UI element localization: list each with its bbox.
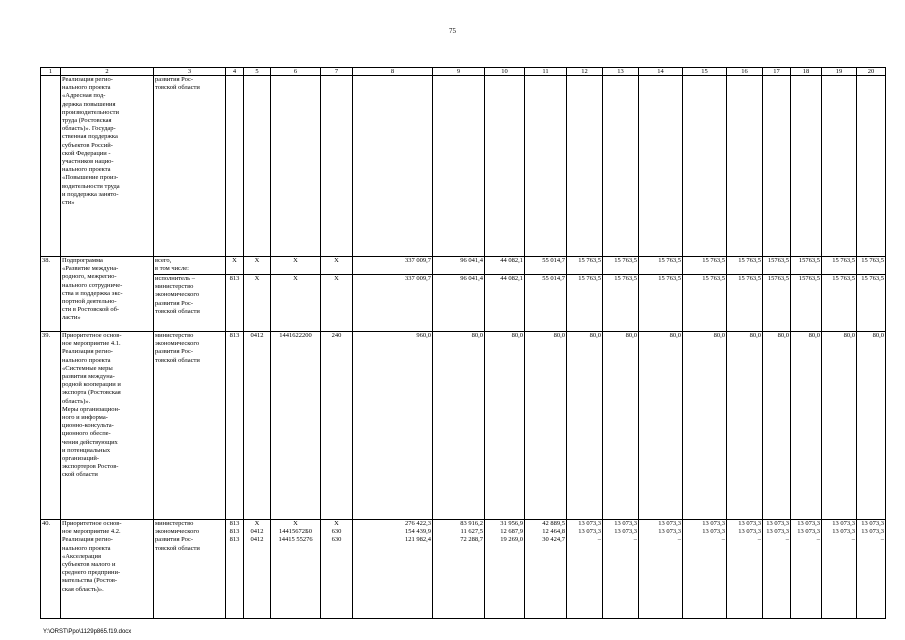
header-row (41, 68, 886, 76)
column-header: 4 (226, 68, 244, 76)
value-line: 12 687,9 (500, 528, 523, 536)
value-cell: 96 041,4 (433, 257, 485, 275)
value-cell: X (271, 275, 321, 332)
executor-cell: всего, в том числе: (154, 257, 226, 275)
column-header: 20 (857, 68, 886, 76)
row-number-cell (41, 76, 61, 257)
value-cell: 15 763,5 (727, 275, 763, 332)
value-cell (791, 520, 822, 619)
event-name-cell: Приоритетное основ- ное мероприятие 4.2. Реализация регио- нального проекта «Акселерация субъектов малого и среднего предприни- мательства (Ростов- ская область)». (61, 520, 154, 619)
value-cell: 15 763,5 (857, 257, 886, 275)
value-line: 13 073,3 (578, 520, 601, 527)
row-number-cell: 40. (41, 520, 61, 619)
value-cell: 15763,5 (791, 257, 822, 275)
event-name-cell: Подпрограмма «Развитие междуна- родного, межрегио- нального сотрудниче- ства и поддержка экс- портной деятельно- сти в Ростовской об- ласти» (61, 257, 154, 332)
row-number-cell: 38. (41, 257, 61, 332)
value-line: 13 073,3 (766, 520, 789, 527)
value-line: – (816, 536, 820, 544)
value-cell (727, 520, 763, 619)
value-cell: 80,0 (567, 332, 603, 520)
value-cell: 337 009,7 (353, 275, 433, 332)
value-cell (244, 520, 271, 619)
column-header: 7 (321, 68, 353, 76)
table-row (41, 257, 886, 275)
value-cell: 15763,5 (763, 257, 791, 275)
value-line: 13 073,3 (658, 528, 681, 536)
value-line: – (633, 536, 637, 544)
value-line: – (597, 536, 601, 544)
value-cell (567, 520, 603, 619)
column-header: 15 (683, 68, 727, 76)
value-cell: 337 009,7 (353, 257, 433, 275)
executor-cell: министерство экономического развития Рос- товской области (154, 520, 226, 619)
value-cell: 15 763,5 (603, 257, 639, 275)
value-cell (485, 520, 525, 619)
column-header: 14 (639, 68, 683, 76)
value-cell: 80,0 (433, 332, 485, 520)
value-cell (433, 520, 485, 619)
value-cell (603, 520, 639, 619)
column-header: 16 (727, 68, 763, 76)
value-cell: 80,0 (603, 332, 639, 520)
value-cell: 15763,5 (763, 275, 791, 332)
value-line: 14415 55276 (278, 536, 313, 544)
column-header: 6 (271, 68, 321, 76)
value-line: 13 073,3 (614, 520, 637, 527)
value-cell: 15 763,5 (639, 275, 683, 332)
value-cell: 80,0 (857, 332, 886, 520)
value-cell: 80,0 (822, 332, 857, 520)
value-cell (525, 520, 567, 619)
executor-cell: министерство экономического развития Рос- товской области (154, 332, 226, 520)
column-header: 2 (61, 68, 154, 76)
row-number-cell: 39. (41, 332, 61, 520)
column-header: 8 (353, 68, 433, 76)
value-line: 11 627,5 (460, 528, 483, 536)
column-header: 17 (763, 68, 791, 76)
value-line: 13 073,3 (861, 520, 884, 527)
value-line: 13 073,3 (578, 528, 601, 536)
table-row (41, 332, 886, 520)
value-line: 630 (331, 536, 342, 544)
value-line: 19 269,0 (500, 536, 523, 544)
value-line: X (254, 520, 260, 527)
value-line: – (677, 536, 681, 544)
value-cell: 80,0 (683, 332, 727, 520)
value-cell: 0412 (244, 332, 271, 520)
value-cell: 15763,5 (791, 275, 822, 332)
value-cell (353, 520, 433, 619)
column-header: 12 (567, 68, 603, 76)
value-line: 13 073,3 (738, 520, 761, 527)
value-cell: X (271, 257, 321, 275)
value-cell: 96 041,4 (433, 275, 485, 332)
value-line: 12 464,8 (542, 528, 565, 536)
value-cell: X (321, 275, 353, 332)
value-cell: 15 763,5 (639, 257, 683, 275)
value-cell: 15 763,5 (857, 275, 886, 332)
column-header: 13 (603, 68, 639, 76)
value-cell: 80,0 (485, 332, 525, 520)
value-cell: X (226, 257, 244, 275)
value-line: 813 (229, 520, 240, 527)
value-cell (683, 520, 727, 619)
value-cell: X (244, 257, 271, 275)
value-cell: 240 (321, 332, 353, 520)
value-line: 813 (229, 536, 240, 544)
value-cell (639, 520, 683, 619)
footer-file-path: Y:\ORST\Ppo\1129p865.f19.docx (43, 629, 132, 635)
value-cell: 15 763,5 (822, 257, 857, 275)
value-cell (271, 520, 321, 619)
value-line: – (721, 536, 725, 544)
value-line: 13 073,3 (861, 528, 884, 536)
value-line: X (334, 520, 339, 527)
value-line: 630 (331, 528, 342, 536)
value-cell: 960,0 (353, 332, 433, 520)
value-line: 121 982,4 (405, 536, 431, 544)
executor-cell: исполнитель – министерство экономического развития Рос- товской области (154, 275, 226, 332)
table-row (41, 520, 886, 619)
value-line: – (785, 536, 789, 544)
value-line: 83 916,2 (460, 520, 483, 527)
value-cell (857, 520, 886, 619)
value-cell (321, 520, 353, 619)
column-header: 18 (791, 68, 822, 76)
value-line: 13 073,3 (832, 520, 855, 527)
value-line: 13 073,3 (797, 520, 820, 527)
value-cell: 813 (226, 332, 244, 520)
value-line: 72 288,7 (460, 536, 483, 544)
value-cell: 15 763,5 (683, 275, 727, 332)
executor-cell: развития Рос- товской области (154, 76, 226, 257)
column-header: 5 (244, 68, 271, 76)
value-line: 813 (229, 528, 240, 536)
value-line: X (293, 520, 298, 527)
value-line: 14415672Б0 (279, 528, 312, 536)
value-cell: 15 763,5 (683, 257, 727, 275)
column-header: 9 (433, 68, 485, 76)
value-cell (822, 520, 857, 619)
value-cell: X (244, 275, 271, 332)
value-cell: 813 (226, 275, 244, 332)
table-row (41, 76, 886, 257)
value-line: 13 073,3 (702, 528, 725, 536)
column-header: 19 (822, 68, 857, 76)
event-name-cell: Приоритетное основ- ное мероприятие 4.1. Реализация регио- нального проекта «Системные меры развития междуна- родной кооперации и экспорта (Ростовская область)». Меры организацион- ного и информа- ционно-консульта- ционного обеспе- чения действующих и потенциальных организаций- экспортеров Ростов- ской области (61, 332, 154, 520)
value-cell: 80,0 (639, 332, 683, 520)
budget-table (40, 67, 886, 619)
value-line: – (757, 536, 761, 544)
page-number: 75 (449, 27, 456, 35)
value-line: – (851, 536, 855, 544)
value-line: 276 422,3 (405, 520, 431, 527)
value-cell: 15 763,5 (727, 257, 763, 275)
value-cell (226, 520, 244, 619)
value-cell: X (321, 257, 353, 275)
value-cell: 55 014,7 (525, 257, 567, 275)
value-line: 31 956,9 (500, 520, 523, 527)
event-name-cell: Реализация регио- нального проекта «Адресная под- держка повышения производительности труда (Ростовская область)». Государ- ственная поддержка субъектов Россий- ской Федерации - участников нацио- нального проекта «Повышение произ- водительности труда и поддержка занято- сти» (61, 76, 154, 257)
column-header: 11 (525, 68, 567, 76)
value-line: 13 073,3 (658, 520, 681, 527)
value-cell: 80,0 (525, 332, 567, 520)
column-header: 10 (485, 68, 525, 76)
value-cell: 44 082,1 (485, 275, 525, 332)
value-line: 13 073,3 (832, 528, 855, 536)
value-line: 13 073,3 (614, 528, 637, 536)
value-cell: 44 082,1 (485, 257, 525, 275)
value-line: 13 073,3 (766, 528, 789, 536)
value-line: – (880, 536, 884, 544)
value-line: 30 424,7 (542, 536, 565, 544)
value-line: 13 073,3 (702, 520, 725, 527)
value-cell: 15 763,5 (567, 275, 603, 332)
value-cell: 15 763,5 (567, 257, 603, 275)
value-line: 0412 (250, 528, 264, 536)
value-line: 13 073,3 (797, 528, 820, 536)
value-cell: 15 763,5 (822, 275, 857, 332)
value-line: 154 439,9 (405, 528, 431, 536)
value-line: 0412 (250, 536, 264, 544)
value-line: 42 889,5 (542, 520, 565, 527)
value-cell: 55 014,7 (525, 275, 567, 332)
column-header: 1 (41, 68, 61, 76)
table-row (41, 275, 886, 332)
value-cell: 80,0 (791, 332, 822, 520)
column-header: 3 (154, 68, 226, 76)
value-cell: 80,0 (727, 332, 763, 520)
value-cell: 15 763,5 (603, 275, 639, 332)
value-cell: 80,0 (763, 332, 791, 520)
value-cell (763, 520, 791, 619)
value-line: 13 073,3 (738, 528, 761, 536)
value-cell: 1441622200 (271, 332, 321, 520)
